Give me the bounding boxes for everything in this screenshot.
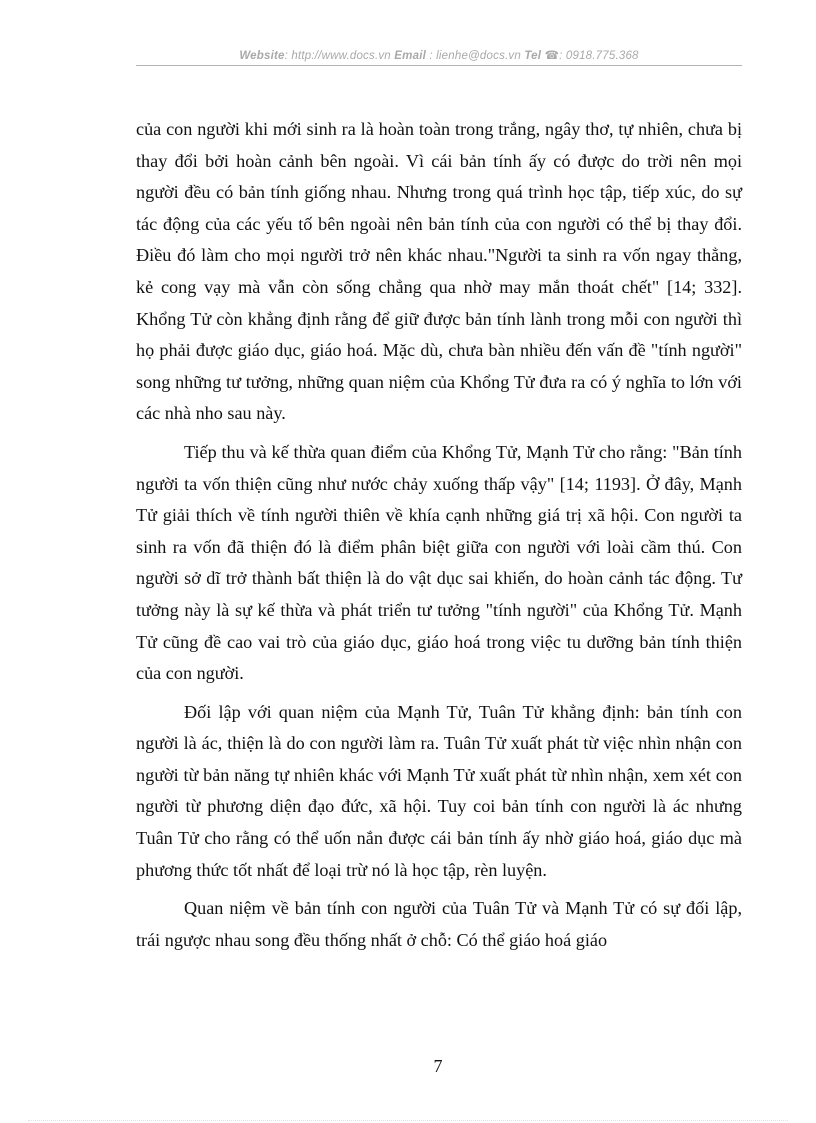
- phone-icon: ☎: [544, 50, 560, 62]
- paragraph-1: của con người khi mới sinh ra là hoàn toàn trong trắng, ngây thơ, tự nhiên, chưa bị thay đổi bởi hoàn cảnh bên ngoài. Vì cái bản tính ấy có được do trời nên mọi người đều có bản tính giống nhau. Nhưng trong quá trình học tập, tiếp xúc, do sự tác động của các yếu tố bên ngoài nên bản tính của con người có thể bị thay đổi. Điều đó làm cho mọi người trở nên khác nhau."Người ta sinh ra vốn ngay thẳng, kẻ cong vạy mà vẫn còn sống chẳng qua nhờ may mắn thoát chết" [14; 332]. Khổng Tử còn khẳng định rằng để giữ được bản tính lành trong mỗi con người thì họ phải được giáo dục, giáo hoá. Mặc dù, chưa bàn nhiều đến vấn đề "tính người" song những tư tưởng, những quan niệm của Khổng Tử đưa ra có ý nghĩa to lớn với các nhà nho sau này.: [136, 119, 742, 424]
- website-value: : http://www.docs.vn: [284, 50, 395, 62]
- tel-label: Tel: [524, 50, 542, 62]
- paragraph-2: Tiếp thu và kế thừa quan điểm của Khổng Tử, Mạnh Tử cho rằng: "Bản tính người ta vốn thiện cũng như nước chảy xuống thấp vậy" [14; 1193]. Ở đây, Mạnh Tử giải thích về tính người thiên về khía cạnh những giá trị xã hội. Con người ta sinh ra vốn đã thiện đó là điểm phân biệt giữa con người với loài cầm thú. Con người sở dĩ trở thành bất thiện là do vật dục sai khiến, do hoàn cảnh tác động. Tư tưởng này là sự kế thừa và phát triển tư tưởng "tính người" của Khổng Tử. Mạnh Tử cũng đề cao vai trò của giáo dục, giáo hoá trong việc tu dưỡng bản tính thiện của con người.: [136, 441, 742, 684]
- page-number: 7: [433, 1056, 443, 1076]
- footer-divider: [28, 1120, 788, 1121]
- document-body: [136, 114, 742, 963]
- paragraph-3: Đối lập với quan niệm của Mạnh Tử, Tuân Tử khẳng định: bản tính con người là ác, thiện là do con người làm ra. Tuân Tử xuất phát từ việc nhìn nhận con người từ bản năng tự nhiên khác với Mạnh Tử xuất phát từ nhìn nhận, xem xét con người từ phương diện đạo đức, xã hội. Tuy coi bản tính con người là ác nhưng Tuân Tử cho rằng có thể uốn nắn được cái bản tính ấy nhờ giáo hoá, giáo dục mà phương thức tốt nhất để loại trừ nó là học tập, rèn luyện.: [136, 701, 742, 880]
- website-label: Website: [239, 50, 285, 62]
- email-label: Email: [394, 50, 426, 62]
- page-header: [136, 48, 742, 62]
- paragraph-4: Quan niệm về bản tính con người của Tuân Tử và Mạnh Tử có sự đối lập, trái ngược nhau song đều thống nhất ở chỗ: Có thể giáo hoá giáo: [136, 898, 742, 950]
- tel-value: : 0918.775.368: [559, 50, 639, 62]
- email-value: : lienhe@docs.vn: [425, 50, 525, 62]
- header-divider: [136, 65, 742, 66]
